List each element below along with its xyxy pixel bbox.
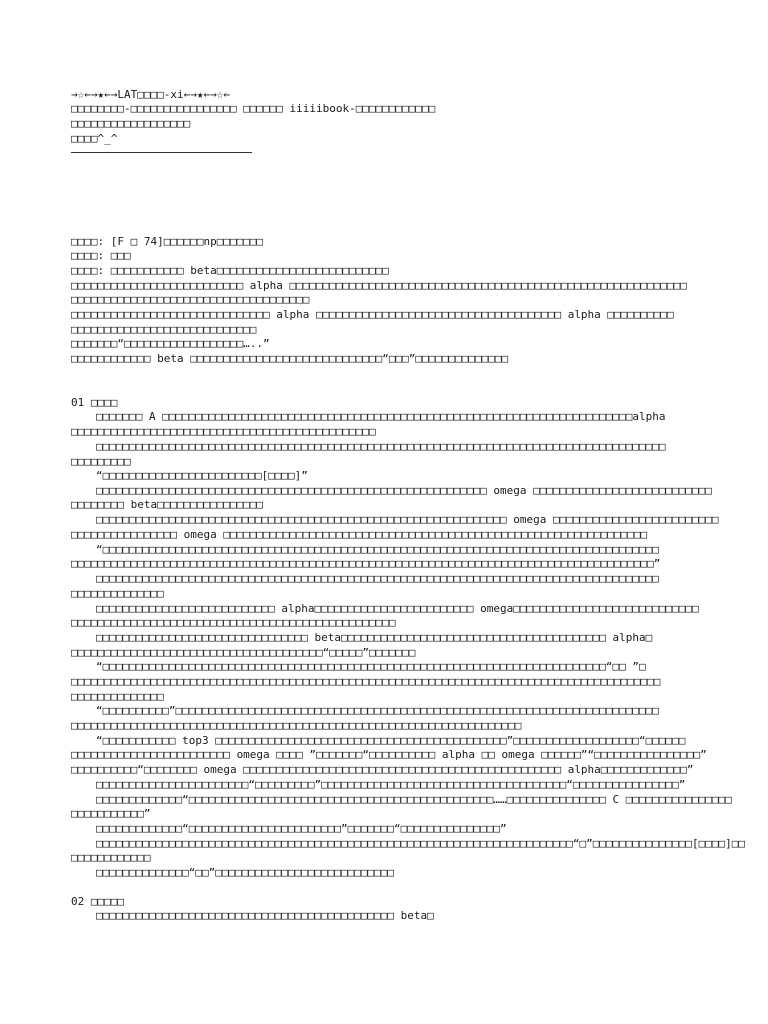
paragraph-line: “□□□□□□□□□□□□□□□□□□□□□□□□[□□□□]” [96, 469, 308, 482]
title-line: →☆←→★←→LAT□□□□-xi←→★←→☆← [71, 88, 230, 101]
meta-line: □□□□□□□“□□□□□□□□□□□□□□□□□□…..” [71, 337, 270, 350]
paragraph-line: □□□□□□□□□□□□□□□□□□□□□□□□□□□□□□□□□□□□□□“□□□□□”□□□□□□□ [71, 646, 416, 659]
paragraph-line: □□□□□□□□□□□□□□□□□□□□□□□□□□□□□□□□ beta□□□□□□□□□□□□□□□□□□□□□□□□□□□□□□□□□□□□□□□□ alpha□ [96, 631, 653, 644]
divider [71, 152, 252, 153]
paragraph-line: □□□□□□□□□□□□ [71, 851, 151, 864]
paragraph-line: □□□□□□□□□□□□□□□□□□□□□□□□□□□□□□□□□□□□□□□□□□□□□□□□□□□□□□□□□□□□□□□□□□□□□□□□□□□□□□□□□□□□□□□□” [71, 557, 661, 570]
paragraph-line: □□□□□□□□□□□□□□□□□□□□□□□□□□□□□□□□□□□□□□□□□□□□□□□□□□□□□□□□□□□□□□ omega □□□□□□□□□□□□□□□□□□□□□□□□□ [96, 513, 719, 526]
meta-line: □□□□: [F □ 74]□□□□□□np□□□□□□□ [71, 235, 264, 248]
paragraph-line: □□□□□□□□□□□□□□ [71, 690, 164, 703]
paragraph-line: □□□□□□□□□□□□□□ [71, 587, 164, 600]
section-heading: 01 □□□□ [71, 396, 118, 409]
paragraph-line: “□□□□□□□□□□□□□□□□□□□□□□□□□□□□□□□□□□□□□□□□□□□□□□□□□□□□□□□□□□□□□□□□□□□□□□□□□□□□“□□ ”□ [96, 660, 646, 673]
paragraph-line: □□□□□□□□□□□□□□“□□”□□□□□□□□□□□□□□□□□□□□□□□□□□□ [96, 866, 395, 879]
paragraph-line: □□□□□□□□□□□□□□□□□□□□□□□□□□□□□□□□□□□□□□□□□□□□□□□□□□□□□□□□□□□□□□□□□□□□ [71, 719, 522, 732]
paragraph-line: □□□□□□□□□□□” [71, 807, 151, 820]
meta-line: □□□□: □□□ [71, 249, 131, 262]
paragraph-line: □□□□□□□□□□□□□□□□□□□□□□□□□□□□□□□□□□□□□□□□□□□□□□□□□□□□□□□□□□□□□□□□□□□□□□□□□□□□□□□□□□□□□□□□□ [71, 675, 661, 688]
paragraph-line: □□□□□□□□□□□□□“□□□□□□□□□□□□□□□□□□□□□□□□□□□□□□□□□□□□□□□□□□□□□□……□□□□□□□□□□□□□□□ C □□□□□□□□□□□□□□□□ [96, 793, 732, 806]
header-line: □□□□□□□□□□□□□□□□□□ [71, 117, 191, 130]
paragraph-line: □□□□□□□□□□□□□□□□□□□□□□□□ omega □□□□ ”□□□□□□□“□□□□□□□□□□ alpha □□ omega □□□□□□”“□□□□□□□□□□□□□□□□” [71, 748, 707, 761]
paragraph-line: “□□□□□□□□□□”□□□□□□□□□□□□□□□□□□□□□□□□□□□□□□□□□□□□□□□□□□□□□□□□□□□□□□□□□□□□□□□□□□□□□□□□□ [96, 704, 659, 717]
meta-line: □□□□□□□□□□□□ beta □□□□□□□□□□□□□□□□□□□□□□□□□□□□□“□□□”□□□□□□□□□□□□□□ [71, 352, 509, 365]
paragraph-line: □□□□□□□□□□□□□□□□ omega □□□□□□□□□□□□□□□□□□□□□□□□□□□□□□□□□□□□□□□□□□□□□□□□□□□□□□□□□□□□□□□□ [71, 528, 648, 541]
section-heading: 02 □□□□□ [71, 895, 124, 908]
meta-line: □□□□□□□□□□□□□□□□□□□□□□□□□□□□□□□□□□□□ [71, 293, 310, 306]
paragraph-line: □□□□□□□□□□□□□□□□□□□□□□□□□□□□□□□□□□□□□□□□□□□□□□□□□□□□□□□□□□□ omega □□□□□□□□□□□□□□□□□□□□□□□□□□□ [96, 484, 712, 497]
paragraph-line: “□□□□□□□□□□□ top3 □□□□□□□□□□□□□□□□□□□□□□□□□□□□□□□□□□□□□□□□□□□□”□□□□□□□□□□□□□□□□□□□“□□□□□□ [96, 734, 686, 747]
paragraph-line: “□□□□□□□□□□□□□□□□□□□□□□□□□□□□□□□□□□□□□□□□□□□□□□□□□□□□□□□□□□□□□□□□□□□□□□□□□□□□□□□□□□□□ [96, 543, 659, 556]
paragraph-line: □□□□□□□□□□□□□□□□□□□□□□□□□□□□□□□□□□□□□□□□□□□□□□□□□□□□□□□□□□□□□□□□□□□□□□□□“□”□□□□□□□□□□□□□□□[□□□□]□□ [96, 837, 746, 850]
paragraph-line: □□□□□□□□□□□□□□□□□□□□□□□□□□□□□□□□□□□□□□□□□□□□□ beta□ [96, 909, 434, 922]
paragraph-line: □□□□□□□□□□□□□□□□□□□□□□□“□□□□□□□□□”□□□□□□□□□□□□□□□□□□□□□□□□□□□□□□□□□□□□□“□□□□□□□□□□□□□□□□” [96, 778, 686, 791]
paragraph-line: □□□□□□□□□□□□□□□□□□□□□□□□□□□□□□□□□□□□□□□□□□□□□□ [71, 425, 376, 438]
paragraph-line: □□□□□□□□□ [71, 455, 131, 468]
paragraph-line: □□□□□□□□□□□□□“□□□□□□□□□□□□□□□□□□□□□□□”□□□□□□□“□□□□□□□□□□□□□□□” [96, 822, 507, 835]
paragraph-line: □□□□□□□□□□“□□□□□□□□ omega □□□□□□□□□□□□□□□□□□□□□□□□□□□□□□□□□□□□□□□□□□□□□□□□ alpha□□□□□□□□□□□□□” [71, 763, 694, 776]
meta-line: □□□□: □□□□□□□□□□□ beta□□□□□□□□□□□□□□□□□□□□□□□□□□ [71, 264, 389, 277]
meta-line: □□□□□□□□□□□□□□□□□□□□□□□□□□ alpha □□□□□□□□□□□□□□□□□□□□□□□□□□□□□□□□□□□□□□□□□□□□□□□□□□□□□□□□□□□□ [71, 279, 687, 292]
paragraph-line: □□□□□□□ A □□□□□□□□□□□□□□□□□□□□□□□□□□□□□□□□□□□□□□□□□□□□□□□□□□□□□□□□□□□□□□□□□□□□□□□alpha [96, 410, 666, 423]
paragraph-line: □□□□□□□□□□□□□□□□□□□□□□□□□□□ alpha□□□□□□□□□□□□□□□□□□□□□□□□ omega□□□□□□□□□□□□□□□□□□□□□□□□□□□□ [96, 602, 699, 615]
paragraph-line: □□□□□□□□□□□□□□□□□□□□□□□□□□□□□□□□□□□□□□□□□□□□□□□□□□□□□□□□□□□□□□□□□□□□□□□□□□□□□□□□□□□□□□ [96, 440, 666, 453]
header-line: □□□□□□□□-□□□□□□□□□□□□□□□□ □□□□□□ iiiiibook-□□□□□□□□□□□□ [71, 102, 436, 115]
meta-line: □□□□□□□□□□□□□□□□□□□□□□□□□□□□□□ alpha □□□□□□□□□□□□□□□□□□□□□□□□□□□□□□□□□□□□□ alpha □□□□□□□□□□ [71, 308, 674, 321]
paragraph-line: □□□□□□□□ beta□□□□□□□□□□□□□□□□ [71, 498, 264, 511]
paragraph-line: □□□□□□□□□□□□□□□□□□□□□□□□□□□□□□□□□□□□□□□□□□□□□□□□□ [71, 616, 396, 629]
header-line: □□□□^_^ [71, 132, 118, 145]
paragraph-line: □□□□□□□□□□□□□□□□□□□□□□□□□□□□□□□□□□□□□□□□□□□□□□□□□□□□□□□□□□□□□□□□□□□□□□□□□□□□□□□□□□□□□ [96, 572, 659, 585]
meta-line: □□□□□□□□□□□□□□□□□□□□□□□□□□□□ [71, 323, 257, 336]
